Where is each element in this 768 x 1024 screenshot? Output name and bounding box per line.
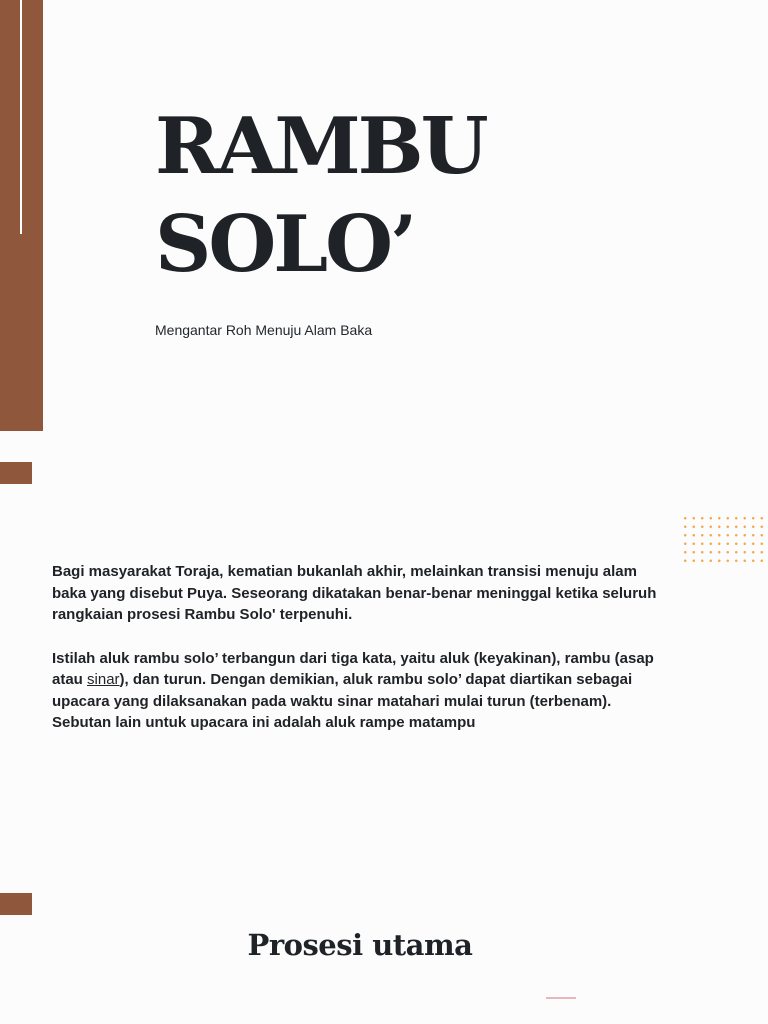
left-accent-bar — [0, 0, 43, 431]
article-body — [52, 561, 672, 756]
accent-tab-top — [0, 462, 32, 484]
accent-divider-line — [20, 0, 22, 234]
article-paragraph-2 — [52, 648, 672, 734]
title-line-2: SOLO’ — [155, 199, 415, 290]
page-title — [155, 98, 486, 294]
decorative-mark — [546, 997, 576, 999]
sinar-link[interactable]: sinar — [87, 671, 120, 688]
article-paragraph-2-text-after: ), dan turun. Dengan demikian, aluk rambu solo’ dapat diartikan sebagai upacara yang dilaksanakan pada waktu sinar matahari mulai turun (terbenam). Sebutan lain untuk upacara ini adalah aluk rampe matampu — [52, 671, 633, 731]
section-heading: Prosesi utama — [247, 928, 473, 962]
accent-tab-bottom — [0, 893, 32, 915]
article-paragraph-1: Bagi masyarakat Toraja, kematian bukanlah akhir, melainkan transisi menuju alam baka yang disebut Puya. Seseorang dikatakan benar-benar meninggal ketika seluruh rangkaian prosesi Rambu Solo' terpenuhi. — [52, 563, 657, 623]
decorative-dot-grid — [681, 514, 768, 566]
article-paragraph-2-text-before: Istilah aluk rambu solo’ terbangun dari tiga kata, yaitu aluk (keyakinan), rambu (asap atau — [52, 649, 654, 688]
page-subtitle: Mengantar Roh Menuju Alam Baka — [155, 322, 373, 338]
title-line-1: RAMBU — [155, 101, 486, 192]
